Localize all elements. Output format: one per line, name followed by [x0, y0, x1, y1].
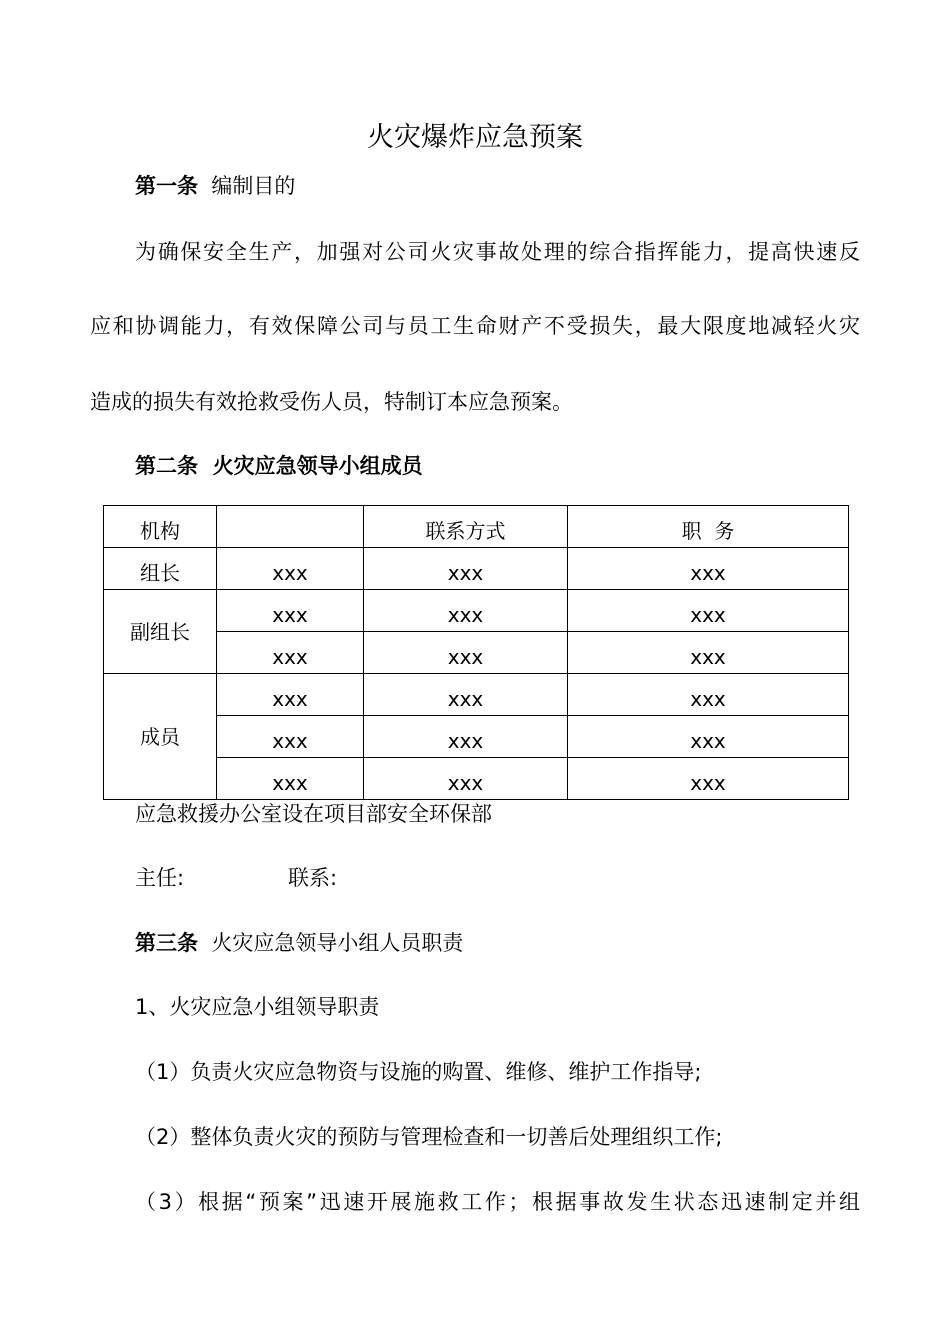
group-members-label: 成员: [104, 674, 217, 800]
group-deputy-label: 副组长: [104, 590, 217, 674]
article3-header: [135, 927, 463, 959]
table-cell: xxx: [364, 590, 568, 632]
table-cell: xxx: [364, 674, 568, 716]
table-cell: xxx: [568, 548, 849, 590]
article1-line-3: 造成的损失有效抢救受伤人员，特制订本应急预案。: [90, 390, 573, 414]
table-cell: xxx: [568, 716, 849, 758]
table-cell: xxx: [217, 548, 364, 590]
duty-subitem-2: （2）整体负责火灾的预防与管理检查和一切善后处理组织工作;: [135, 1125, 723, 1149]
table-cell: xxx: [364, 548, 568, 590]
contact-label: 联系:: [288, 866, 338, 890]
duty-subitem-3: （3）根据“预案”迅速开展施救工作；根据事故发生状态迅速制定并组: [135, 1190, 860, 1214]
table-cell: xxx: [568, 590, 849, 632]
table-cell: xxx: [217, 716, 364, 758]
table-header-row: [104, 506, 849, 548]
header-contact: 联系方式: [364, 506, 568, 548]
table-cell: xxx: [217, 632, 364, 674]
table-cell: xxx: [568, 674, 849, 716]
table-cell: xxx: [568, 758, 849, 800]
table-cell: xxx: [568, 632, 849, 674]
article1-line-2: 应和协调能力，有效保障公司与员工生命财产不受损失，最大限度地减轻火灾: [90, 314, 860, 338]
table-row: [104, 548, 849, 590]
page-title: 火灾爆炸应急预案: [367, 122, 583, 153]
table-cell: xxx: [217, 590, 364, 632]
duty-item-1: 1、火灾应急小组领导职责: [135, 995, 380, 1019]
table-cell: xxx: [364, 716, 568, 758]
director-label: 主任:: [135, 866, 185, 890]
header-name: [217, 506, 364, 548]
office-location-text: 应急救援办公室设在项目部安全环保部: [135, 802, 492, 826]
table-cell: xxx: [364, 632, 568, 674]
table-cell: xxx: [364, 758, 568, 800]
article3-number: 第三条: [135, 931, 198, 955]
table-row: [104, 674, 849, 716]
table-cell: xxx: [217, 674, 364, 716]
article3-subject: 火灾应急领导小组人员职责: [211, 931, 464, 955]
group-leader-label: 组长: [104, 548, 217, 590]
table-row: [104, 590, 849, 632]
article2-number: 第二条: [135, 454, 198, 478]
header-org: 机构: [104, 506, 217, 548]
article1-line-1: 为确保安全生产，加强对公司火灾事故处理的综合指挥能力，提高快速反: [135, 240, 860, 264]
table-cell: xxx: [217, 758, 364, 800]
article2-header: [135, 450, 423, 482]
article1-header: [135, 170, 295, 202]
article2-subject: 火灾应急领导小组成员: [212, 454, 423, 478]
header-position: 职 务: [568, 506, 849, 548]
article1-subject: 编制目的: [211, 174, 296, 198]
article1-number: 第一条: [135, 174, 198, 198]
duty-subitem-1: （1）负责火灾应急物资与设施的购置、维修、维护工作指导;: [135, 1060, 702, 1084]
members-table: [103, 505, 849, 800]
